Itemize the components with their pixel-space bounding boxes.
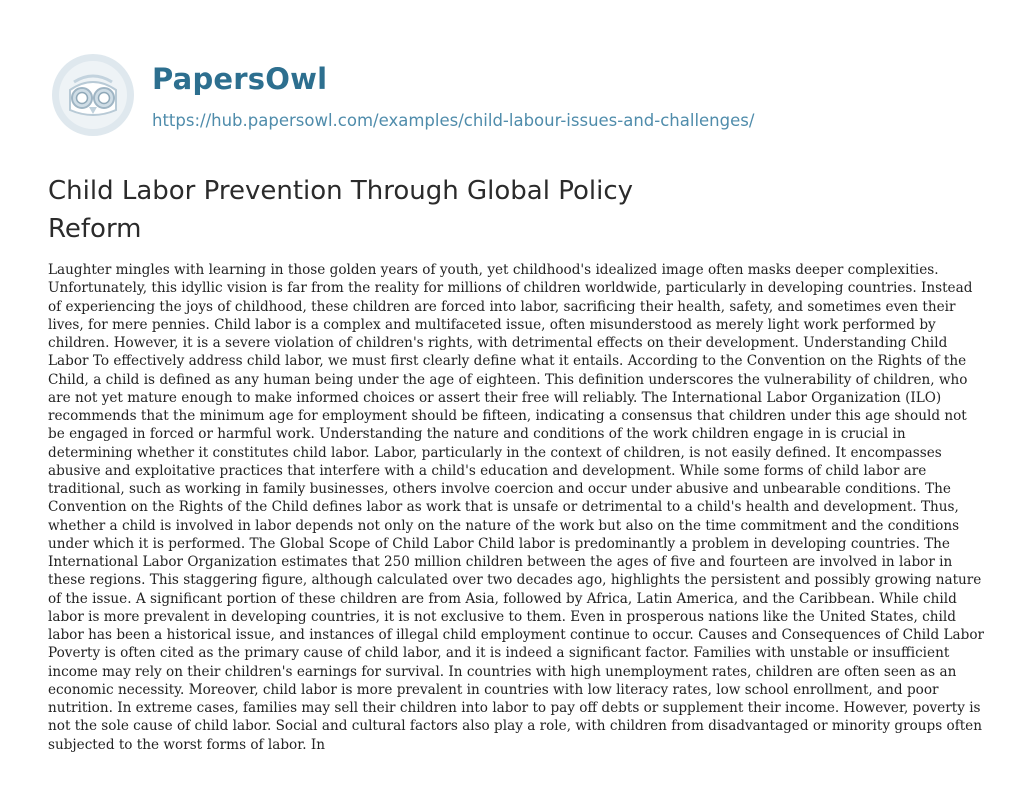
brand-name: PapersOwl (152, 61, 328, 96)
document-title: Child Labor Prevention Through Global Policy Reform (48, 176, 633, 244)
brand-block (152, 61, 754, 130)
source-url[interactable]: https://hub.papersowl.com/examples/child-labour-issues-and-challenges/ (152, 110, 755, 130)
site-header (48, 40, 754, 150)
owl-icon (48, 50, 138, 140)
document-body: Laughter mingles with learning in those golden years of youth, yet childhood's idealized image often masks deeper complexities. Unfortunately, this idyllic vision is far from the reality for millions of children worldwide, particularly in developing countries. Instead of experiencing the joys of childhood, these children are forced into labor, sacrificing their health, safety, and sometimes even their lives, for mere pennies. Child labor is a complex and multifaceted issue, often misunderstood as merely light work performed by children. However, it is a severe violation of children's rights, with detrimental effects on their development. Understanding Child Labor To effectively address child labor, we must first clearly define what it entails. According to the Convention on the Rights of the Child, a child is defined as any human being under the age of eighteen. This definition underscores the vulnerability of children, who are not yet mature enough to make informed choices or assert their free will reliably. The International Labor Organization (ILO) recommends that the minimum age for employment should be fifteen, indicating a consensus that children under this age should not be engaged in forced or harmful work. Understanding the nature and conditions of the work children engage in is crucial in determining whether it constitutes child labor. Labor, particularly in the context of children, is not easily defined. It encompasses abusive and exploitative practices that interfere with a child's education and development. While some forms of child labor are traditional, such as working in family businesses, others involve coercion and occur under abusive and unbearable conditions. The Convention on the Rights of the Child defines labor as work that is unsafe or detrimental to a child's health and development. Thus, whether a child is involved in labor depends not only on the nature of the work but also on the time commitment and the conditions under which it is performed. The Global Scope of Child Labor Child labor is predominantly a problem in developing countries. The International Labor Organization estimates that 250 million children between the ages of five and fourteen are involved in labor in these regions. This staggering figure, although calculated over two decades ago, highlights the persistent and possibly growing nature of the issue. A significant portion of these children are from Asia, followed by Africa, Latin America, and the Caribbean. While child labor is more prevalent in developing countries, it is not exclusive to them. Even in prosperous nations like the United States, child labor has been a historical issue, and instances of illegal child employment continue to occur. Causes and Consequences of Child Labor Poverty is often cited as the primary cause of child labor, and it is indeed a significant factor. Families with unstable or insufficient income may rely on their children's earnings for survival. In countries with high unemployment rates, children are often seen as an economic necessity. Moreover, child labor is more prevalent in countries with low literacy rates, low school enrollment, and poor nutrition. In extreme cases, families may sell their children into labor to pay off debts or supplement their income. However, poverty is not the sole cause of child labor. Social and cultural factors also play a role, with children from disadvantaged or minority groups often subjected to the worst forms of labor. In (48, 262, 985, 753)
